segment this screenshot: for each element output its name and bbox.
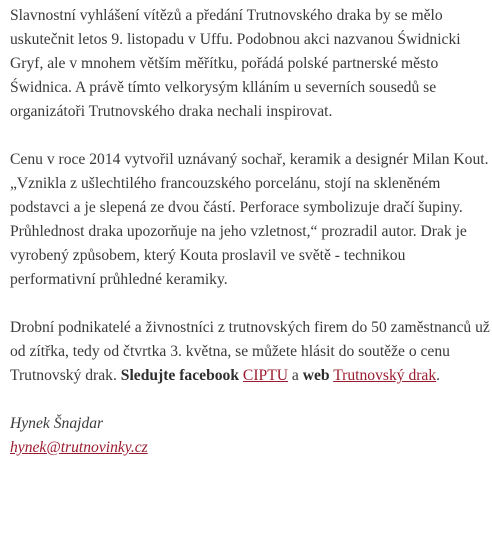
paragraph-award-design: Cenu v roce 2014 vytvořil uznávaný sochař, keramik a designér Milan Kout. „Vznikla z ušlechtilého francouzského porcelánu, stojí na skleněném podstavci a je slepená ze dvou částí. Perforace symbolizuje dračí šupiny. Průhlednost draka upozorňuje na jeho vzletnost,“ prozradil autor. Drak je vyrobený způsobem, který Kouta proslavil ve světě - technikou performativní průhledné keramiky.	[10, 151, 489, 288]
paragraph-award-ceremony: Slavnostní vyhlášení vítězů a předání Trutnovského draka by se mělo uskutečnit letos 9. listopadu v Uffu. Podobnou akci nazvanou Świdnicki Gryf, ale v mnohem větším měřítku, pořádá polské partnerské město Świdnica. A právě tímto velkorysým klláním u severních sousedů se organizátoři Trutnovského draka nechali inspirovat.	[10, 7, 461, 120]
author-email-link[interactable]: hynek@trutnovinky.cz	[10, 439, 148, 456]
author-name: Hynek Šnajdar	[10, 415, 104, 432]
competition-entry-text: Drobní podnikatelé a živnostníci z trutnovských firem do 50 zaměstnanců už od zítřka, tedy od čtvrtka 3. května, se můžete hlásit do soutěže o cenu Trutnovský drak.	[10, 319, 490, 384]
author-signature	[10, 412, 490, 460]
sentence-end: .	[436, 367, 441, 384]
follow-facebook-text: Sledujte facebook	[120, 367, 240, 384]
ciptu-facebook-link[interactable]: CIPTU	[242, 367, 288, 384]
paragraph-competition-entry	[10, 316, 490, 388]
article-body	[10, 4, 490, 460]
web-label: web	[302, 367, 330, 384]
trutnovsky-drak-web-link[interactable]: Trutnovský drak	[333, 367, 437, 384]
connector-text: a	[287, 367, 303, 384]
